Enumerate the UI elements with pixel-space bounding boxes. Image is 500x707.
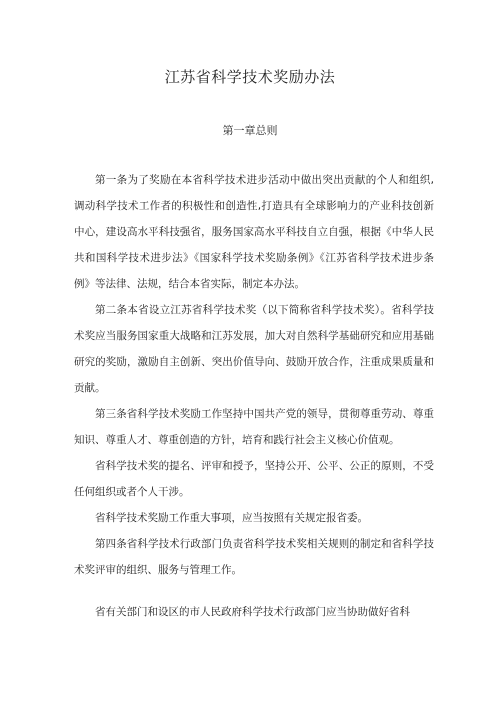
document-body — [74, 167, 434, 625]
document-title: 江苏省科学技术奖励办法 — [164, 68, 336, 86]
departments-paragraph: 省有关部门和设区的市人民政府科学技术行政部门应当协助做好省科 — [95, 606, 410, 618]
major-matters-paragraph: 省科学技术奖励工作重大事项，应当按照有关规定报省委。 — [95, 512, 368, 524]
article-4-paragraph: 第四条省科学技术行政部门负责省科学技术奖相关规则的制定和省科学技术奖评审的组织、服务与管理工作。 — [74, 538, 434, 576]
article-3-paragraph: 第三条省科学技术奖励工作坚持中国共产党的领导，贯彻尊重劳动、尊重知识、尊重人才、尊重创造的方针，培育和践行社会主义核心价值观。 — [74, 408, 434, 446]
article-2-paragraph: 第二条本省设立江苏省科学技术奖（以下简称省科学技术奖）。省科学技术奖应当服务国家重大战略和江苏发展，加大对自然科学基础研究和应用基础研究的奖励，激励自主创新、突出价值导向、鼓励开放合作，注重成果质量和贡献。 — [74, 304, 434, 394]
principle-paragraph: 省科学技术奖的提名、评审和授予，坚持公开、公平、公正的原则，不受任何组织或者个人干涉。 — [74, 460, 434, 498]
article-1-paragraph: 第一条为了奖励在本省科学技术进步活动中做出突出贡献的个人和组织,调动科学技术工作者的积极性和创造性,打造具有全球影响力的产业科技创新中心，建设高水平科技强省，服务国家高水平科技自立自强，根据《中华人民共和国科学技术进步法》《国家科学技术奖励条例》《江苏省科学技术进步条例》等法律、法规，结合本省实际，制定本办法。 — [74, 174, 434, 290]
chapter-heading: 第一章总则 — [222, 124, 278, 137]
